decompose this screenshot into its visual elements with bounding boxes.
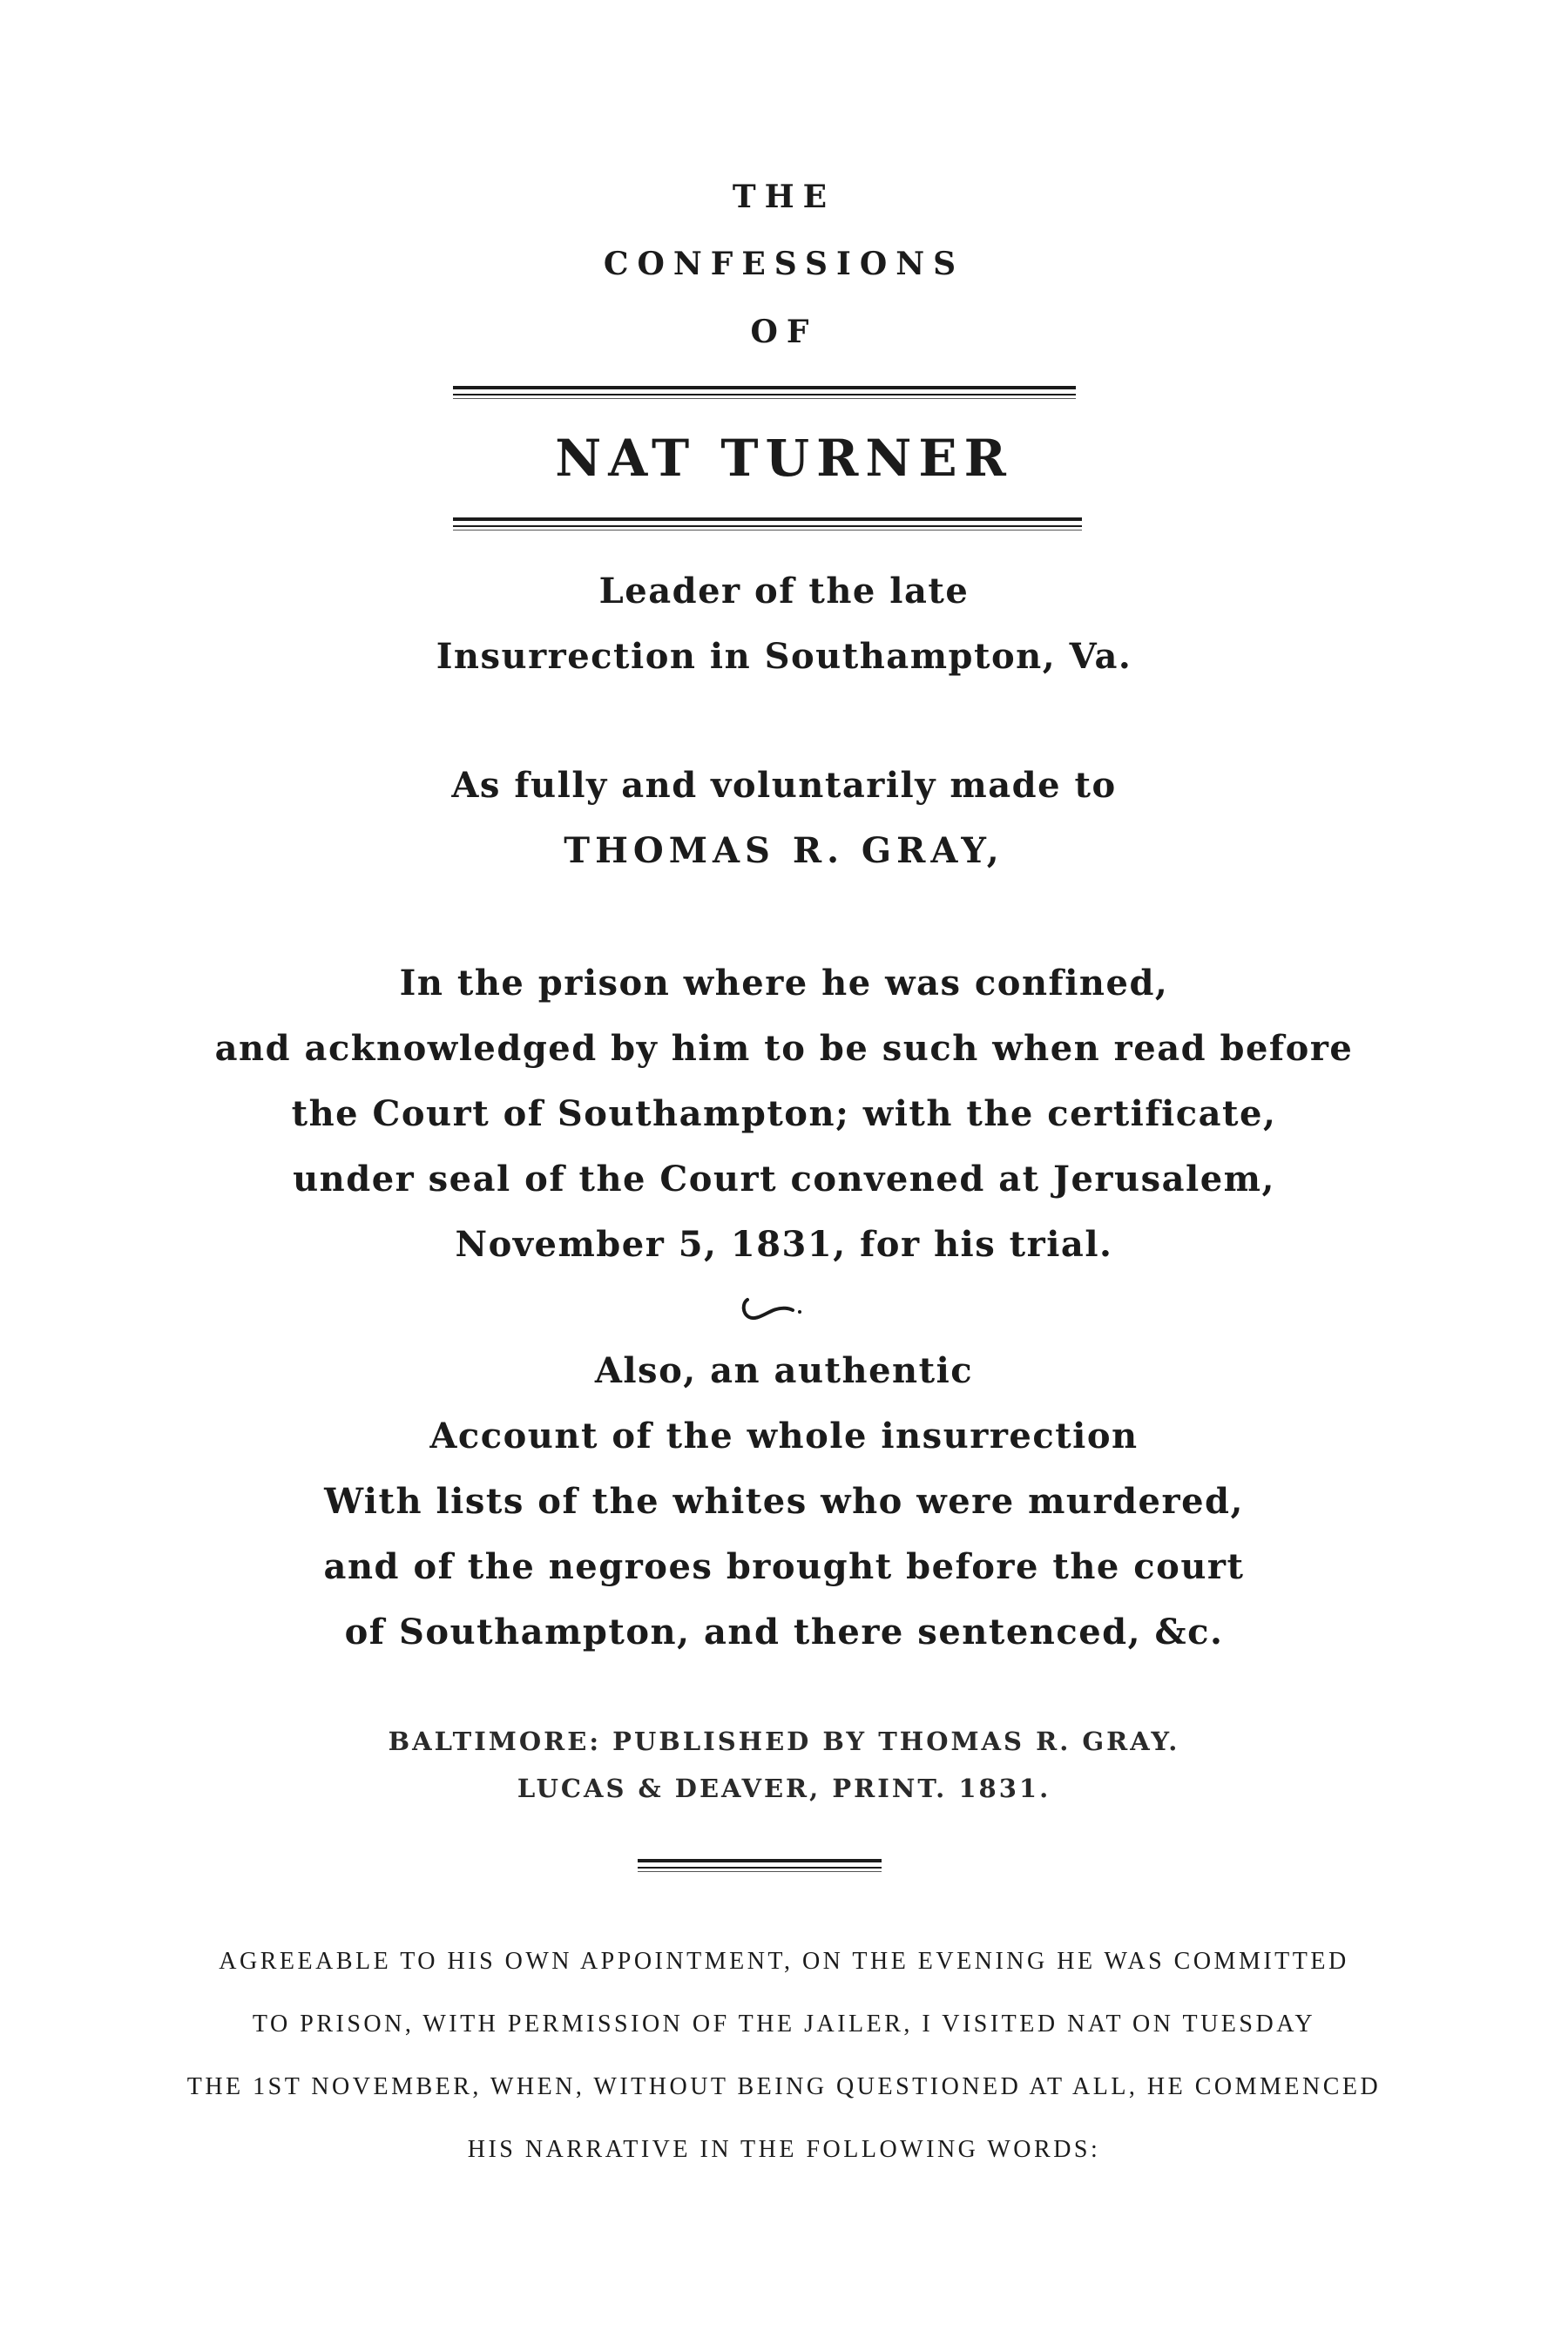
title-confessions: CONFESSIONS [603,246,965,282]
subtitle-line-1: Leader of the late [598,571,970,612]
also-line-4: and of the negroes brought before the court [323,1546,1245,1587]
closing-line-2: TO PRISON, WITH PERMISSION OF THE JAILER, I VISITED NAT ON TUESDAY [252,2011,1316,2038]
closing-line-4: HIS NARRATIVE IN THE FOLLOWING WORDS: [467,2136,1101,2163]
also-line-1: Also, an authentic [594,1350,974,1391]
flourish-ornament [739,1294,808,1326]
title-rule-top [453,386,1076,400]
made-to-line-1: As fully and voluntarily made to [451,765,1117,806]
imprint-line-2: LUCAS & DEAVER, PRINT. 1831. [517,1774,1051,1803]
also-line-5: of Southampton, and there sentenced, &c. [344,1612,1224,1652]
closing-line-3: THE 1ST NOVEMBER, WHEN, WITHOUT BEING QUESTIONED AT ALL, HE COMMENCED [186,2073,1382,2100]
title-the: THE [732,179,836,215]
imprint-rule [638,1859,882,1873]
circumstances-line-1: In the prison where he was confined, [399,963,1169,1004]
also-line-3: With lists of the whites who were murdered, [324,1481,1244,1522]
subtitle-line-2: Insurrection in Southampton, Va. [436,636,1132,677]
imprint-line-1: BALTIMORE: PUBLISHED BY THOMAS R. GRAY. [388,1727,1180,1756]
circumstances-line-3: the Court of Southampton; with the certificate, [291,1093,1277,1134]
circumstances-line-2: and acknowledged by him to be such when read before [214,1028,1354,1069]
circumstances-line-4: under seal of the Court convened at Jerusalem, [293,1159,1275,1200]
closing-line-1: AGREEABLE TO HIS OWN APPOINTMENT, ON THE EVENING HE WAS COMMITTED [219,1948,1349,1975]
made-to-name: THOMAS R. GRAY, [564,830,1004,871]
title-nat-turner: NAT TURNER [555,429,1013,488]
title-of: OF [750,314,818,350]
also-line-2: Account of the whole insurrection [429,1416,1139,1456]
title-rule-bottom [453,517,1082,531]
circumstances-line-5: November 5, 1831, for his trial. [455,1224,1113,1265]
